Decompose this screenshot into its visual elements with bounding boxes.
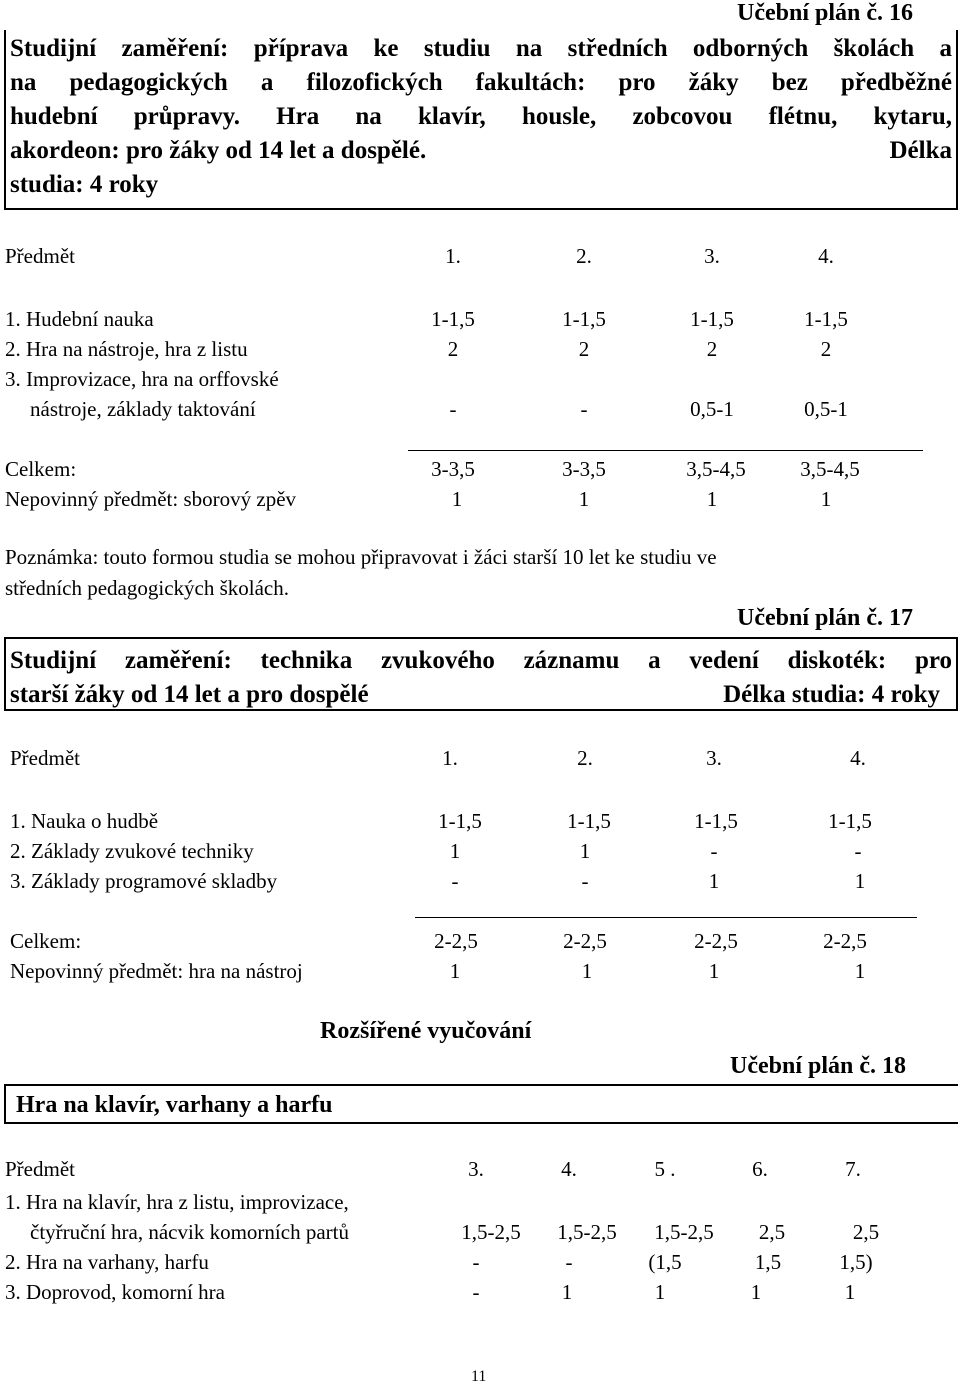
plan-18-title-box — [4, 1084, 958, 1124]
plan-17-total-val-3: 2-2,5 — [694, 929, 738, 953]
plan-16-total-val-1: 3-3,5 — [431, 457, 475, 481]
plan-18-row-2-val-7: 1,5) — [839, 1250, 873, 1274]
plan-17-col-2: 2. — [577, 746, 593, 770]
plan-18-col-7: 7. — [845, 1157, 861, 1181]
plan-17-row-2-val-3: - — [710, 839, 718, 863]
plan-16-header-box — [4, 30, 958, 210]
plan-16-duration-word: Délka — [889, 137, 952, 164]
plan-17-total-val-4: 2-2,5 — [823, 929, 867, 953]
plan-17-total-label: Celkem: — [10, 929, 82, 953]
plan-17-row-1-val-2: 1-1,5 — [567, 809, 611, 833]
plan-16-total-label: Celkem: — [5, 457, 77, 481]
plan-16-row-1-val-4: 1-1,5 — [804, 307, 848, 331]
plan-16-row-3-val-4: 0,5-1 — [804, 397, 848, 421]
plan-16-row-3-val-1: - — [449, 397, 457, 421]
plan-16-row-2-label: 2. Hra na nástroje, hra z listu — [5, 337, 248, 361]
plan-16-total-val-2: 3-3,5 — [562, 457, 606, 481]
plan-17-row-2-label: 2. Základy zvukové techniky — [10, 839, 254, 863]
plan-18-row-1-label-cont: čtyřruční hra, nácvik komorních partů — [30, 1220, 349, 1244]
plan-18-box-title: Hra na klavír, varhany a harfu — [16, 1092, 333, 1118]
plan-16-total-val-4: 3,5-4,5 — [800, 457, 860, 481]
plan-17-col-3: 3. — [706, 746, 722, 770]
plan-16-optional-val-4: 1 — [820, 487, 832, 511]
plan-18-row-1-val-6: 2,5 — [758, 1220, 786, 1244]
plan-16-row-2-val-2: 2 — [578, 337, 590, 361]
plan-16-header-line-5: studia: 4 roky — [10, 171, 159, 198]
plan-17-row-1-val-3: 1-1,5 — [694, 809, 738, 833]
plan-16-optional-val-1: 1 — [451, 487, 463, 511]
plan-17-optional-label: Nepovinný předmět: hra na nástroj — [10, 959, 303, 983]
plan-17-label: Učební plán č. 17 — [737, 605, 914, 631]
plan-18-row-1-val-4: 1,5-2,5 — [557, 1220, 617, 1244]
plan-18-row-2-val-3: - — [472, 1250, 480, 1274]
plan-17-header-line-2 — [10, 678, 952, 712]
plan-18-row-3-val-7: 1 — [844, 1280, 856, 1304]
plan-16-header-line-1: Studijní zaměření: příprava ke studiu na středních odborných školách a — [10, 35, 952, 62]
plan-17-row-2-val-1: 1 — [449, 839, 461, 863]
plan-18-row-2-val-4: - — [565, 1250, 573, 1274]
plan-18-col-4: 4. — [561, 1157, 577, 1181]
plan-16-label: Učební plán č. 16 — [737, 0, 914, 26]
plan-17-header-line-1: Studijní zaměření: technika zvukového záznamu a vedení diskoték: pro — [10, 647, 952, 674]
plan-18-col-3: 3. — [468, 1157, 484, 1181]
plan-17-header-box — [4, 637, 958, 711]
plan-17-col-subject: Předmět — [10, 746, 80, 770]
plan-18-row-1-val-5: 1,5-2,5 — [654, 1220, 714, 1244]
plan-16-note-line-2: středních pedagogických školách. — [5, 576, 289, 600]
plan-18-row-3-label: 3. Doprovod, komorní hra — [5, 1280, 225, 1304]
plan-16-row-1-val-1: 1-1,5 — [431, 307, 475, 331]
plan-17-duration: Délka studia: 4 roky — [723, 681, 940, 708]
plan-17-header-line-2-text: starší žáky od 14 let a pro dospělé — [10, 681, 369, 708]
plan-18-col-subject: Předmět — [5, 1157, 75, 1181]
plan-18-row-2-val-6: 1,5 — [754, 1250, 782, 1274]
plan-18-row-3-val-5: 1 — [654, 1280, 666, 1304]
plan-16-col-1: 1. — [445, 244, 461, 268]
plan-17-row-3-val-3: 1 — [708, 869, 720, 893]
plan-17-row-3-val-2: - — [581, 869, 589, 893]
plan-18-row-3-val-6: 1 — [750, 1280, 762, 1304]
plan-16-header-line-3: hudební průpravy. Hra na klavír, housle, zobcovou flétnu, kytaru, — [10, 103, 952, 130]
plan-16-optional-val-3: 1 — [706, 487, 718, 511]
plan-16-row-3-val-3: 0,5-1 — [690, 397, 734, 421]
plan-16-row-2-val-4: 2 — [820, 337, 832, 361]
plan-18-row-1-label: 1. Hra na klavír, hra z listu, improvizace, — [5, 1190, 349, 1214]
plan-16-row-3-val-2: - — [580, 397, 588, 421]
plan-16-row-3-label-cont: nástroje, základy taktování — [30, 397, 256, 421]
plan-17-total-val-1: 2-2,5 — [434, 929, 478, 953]
plan-17-total-val-2: 2-2,5 — [563, 929, 607, 953]
plan-18-label: Učební plán č. 18 — [730, 1053, 907, 1079]
plan-17-optional-val-4: 1 — [854, 959, 866, 983]
plan-18-col-6: 6. — [752, 1157, 768, 1181]
plan-16-total-rule — [408, 450, 923, 451]
plan-16-col-subject: Předmět — [5, 244, 75, 268]
plan-18-row-3-val-4: 1 — [561, 1280, 573, 1304]
plan-16-total-val-3: 3,5-4,5 — [686, 457, 746, 481]
page-number: 11 — [471, 1368, 487, 1385]
plan-16-row-2-val-1: 2 — [447, 337, 459, 361]
plan-17-optional-val-3: 1 — [708, 959, 720, 983]
plan-18-row-2-label: 2. Hra na varhany, harfu — [5, 1250, 209, 1274]
plan-17-row-3-label: 3. Základy programové skladby — [10, 869, 278, 893]
plan-17-col-1: 1. — [442, 746, 458, 770]
plan-18-row-2-val-5: (1,5 — [648, 1250, 682, 1274]
plan-16-optional-label: Nepovinný předmět: sborový zpěv — [5, 487, 297, 511]
plan-17-row-3-val-4: 1 — [854, 869, 866, 893]
plan-17-row-2-val-4: - — [854, 839, 862, 863]
plan-16-optional-val-2: 1 — [578, 487, 590, 511]
plan-16-col-2: 2. — [576, 244, 592, 268]
plan-18-col-5: 5 . — [654, 1157, 676, 1181]
plan-18-row-1-val-7: 2,5 — [852, 1220, 880, 1244]
plan-16-row-1-val-2: 1-1,5 — [562, 307, 606, 331]
plan-18-row-3-val-3: - — [472, 1280, 480, 1304]
plan-17-row-1-label: 1. Nauka o hudbě — [10, 809, 159, 833]
plan-16-row-1-val-3: 1-1,5 — [690, 307, 734, 331]
plan-16-header-line-4-text: akordeon: pro žáky od 14 let a dospělé. — [10, 137, 427, 164]
plan-17-optional-val-2: 1 — [581, 959, 593, 983]
plan-17-col-4: 4. — [850, 746, 866, 770]
plan-17-row-1-val-1: 1-1,5 — [438, 809, 482, 833]
plan-17-row-2-val-2: 1 — [579, 839, 591, 863]
plan-16-col-3: 3. — [704, 244, 720, 268]
plan-16-col-4: 4. — [818, 244, 834, 268]
plan-17-row-3-val-1: - — [451, 869, 459, 893]
plan-18-row-1-val-3: 1,5-2,5 — [461, 1220, 521, 1244]
extended-title: Rozšířené vyučování — [320, 1018, 532, 1044]
plan-16-row-1-label: 1. Hudební nauka — [5, 307, 154, 331]
plan-17-optional-val-1: 1 — [449, 959, 461, 983]
plan-17-row-1-val-4: 1-1,5 — [828, 809, 872, 833]
plan-16-note-line-1: Poznámka: touto formou studia se mohou připravovat i žáci starší 10 let ke studiu ve — [5, 545, 717, 569]
plan-16-header-line-4 — [10, 134, 952, 168]
plan-16-row-2-val-3: 2 — [706, 337, 718, 361]
plan-16-row-3-label: 3. Improvizace, hra na orffovské — [5, 367, 279, 391]
plan-17-total-rule — [415, 917, 917, 918]
plan-16-header-line-2: na pedagogických a filozofických fakultách: pro žáky bez předběžné — [10, 69, 952, 96]
